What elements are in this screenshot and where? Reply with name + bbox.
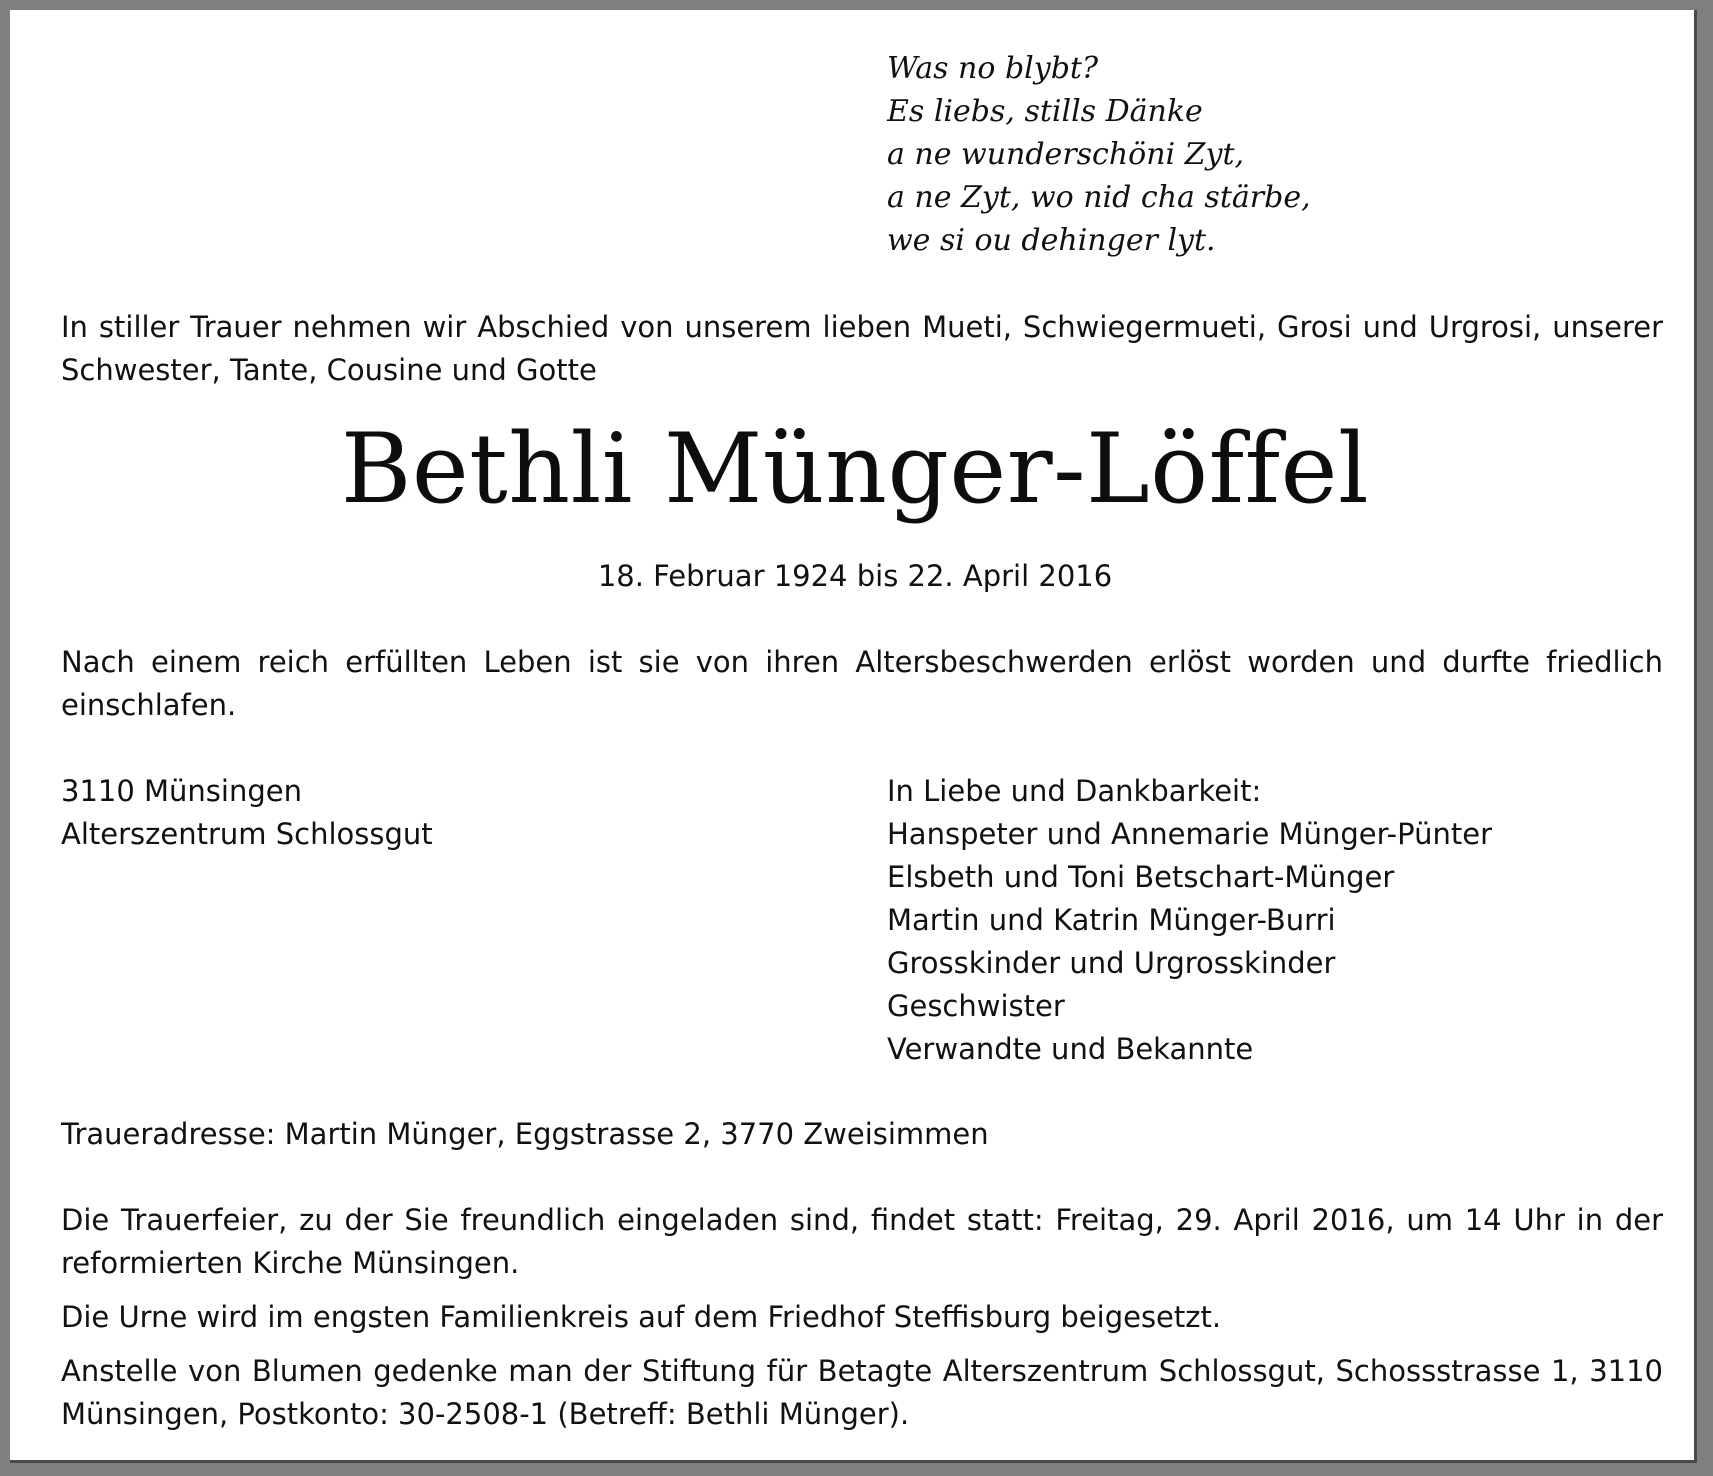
obituary-page	[10, 10, 1697, 1463]
family-heading: In Liebe und Dankbarkeit:	[887, 774, 1262, 808]
donation-text: Anstelle von Blumen gedenke man der Stiftung für Betagte Alterszentrum Schlossgut, Schossstrasse 1, 3110 Münsingen, Postkonto: 30-2508-1 (Betreff: Bethli Münger).	[61, 1354, 1663, 1431]
life-text: Nach einem reich erfüllten Leben ist sie von ihren Altersbeschwerden erlöst worden und durfte friedlich einschlafen.	[61, 645, 1663, 722]
urn-text: Die Urne wird im engsten Familienkreis auf dem Friedhof Steffisburg beigesetzt.	[61, 1300, 1222, 1334]
family-member: Martin und Katrin Münger-Burri	[887, 903, 1336, 937]
mourning-address: Traueradresse: Martin Münger, Eggstrasse 2, 3770 Zweisimmen	[61, 1117, 989, 1151]
poem	[887, 47, 1311, 262]
family-member: Hanspeter und Annemarie Münger-Pünter	[887, 817, 1492, 851]
poem-line: a ne Zyt, wo nid cha stärbe,	[887, 180, 1311, 215]
poem-line: a ne wunderschöni Zyt,	[887, 137, 1245, 172]
family-member: Grosskinder und Urgrosskinder	[887, 946, 1336, 980]
address-line: Alterszentrum Schlossgut	[61, 817, 433, 851]
ceremony-text: Die Trauerfeier, zu der Sie freundlich eingeladen sind, findet statt: Freitag, 29. April 2016, um 14 Uhr in der reformierten Kirche Münsingen.	[61, 1203, 1663, 1280]
address-line: 3110 Münsingen	[61, 774, 302, 808]
family-list	[887, 770, 1492, 1071]
intro-text: In stiller Trauer nehmen wir Abschied von unserem lieben Mueti, Schwiegermueti, Grosi und Urgrosi, unserer Schwester, Tante, Cousine und Gotte	[61, 310, 1663, 387]
family-member: Geschwister	[887, 989, 1065, 1023]
life-dates: 18. Februar 1924 bis 22. April 2016	[597, 559, 1113, 593]
poem-line: Was no blybt?	[887, 51, 1099, 86]
family-member: Verwandte und Bekannte	[887, 1032, 1254, 1066]
residence-address	[61, 770, 433, 856]
family-member: Elsbeth und Toni Betschart-Münger	[887, 860, 1395, 894]
poem-line: Es liebs, stills Dänke	[887, 94, 1203, 129]
poem-line: we si ou dehinger lyt.	[887, 223, 1216, 258]
deceased-name: Bethli Münger-Löffel	[340, 413, 1370, 525]
